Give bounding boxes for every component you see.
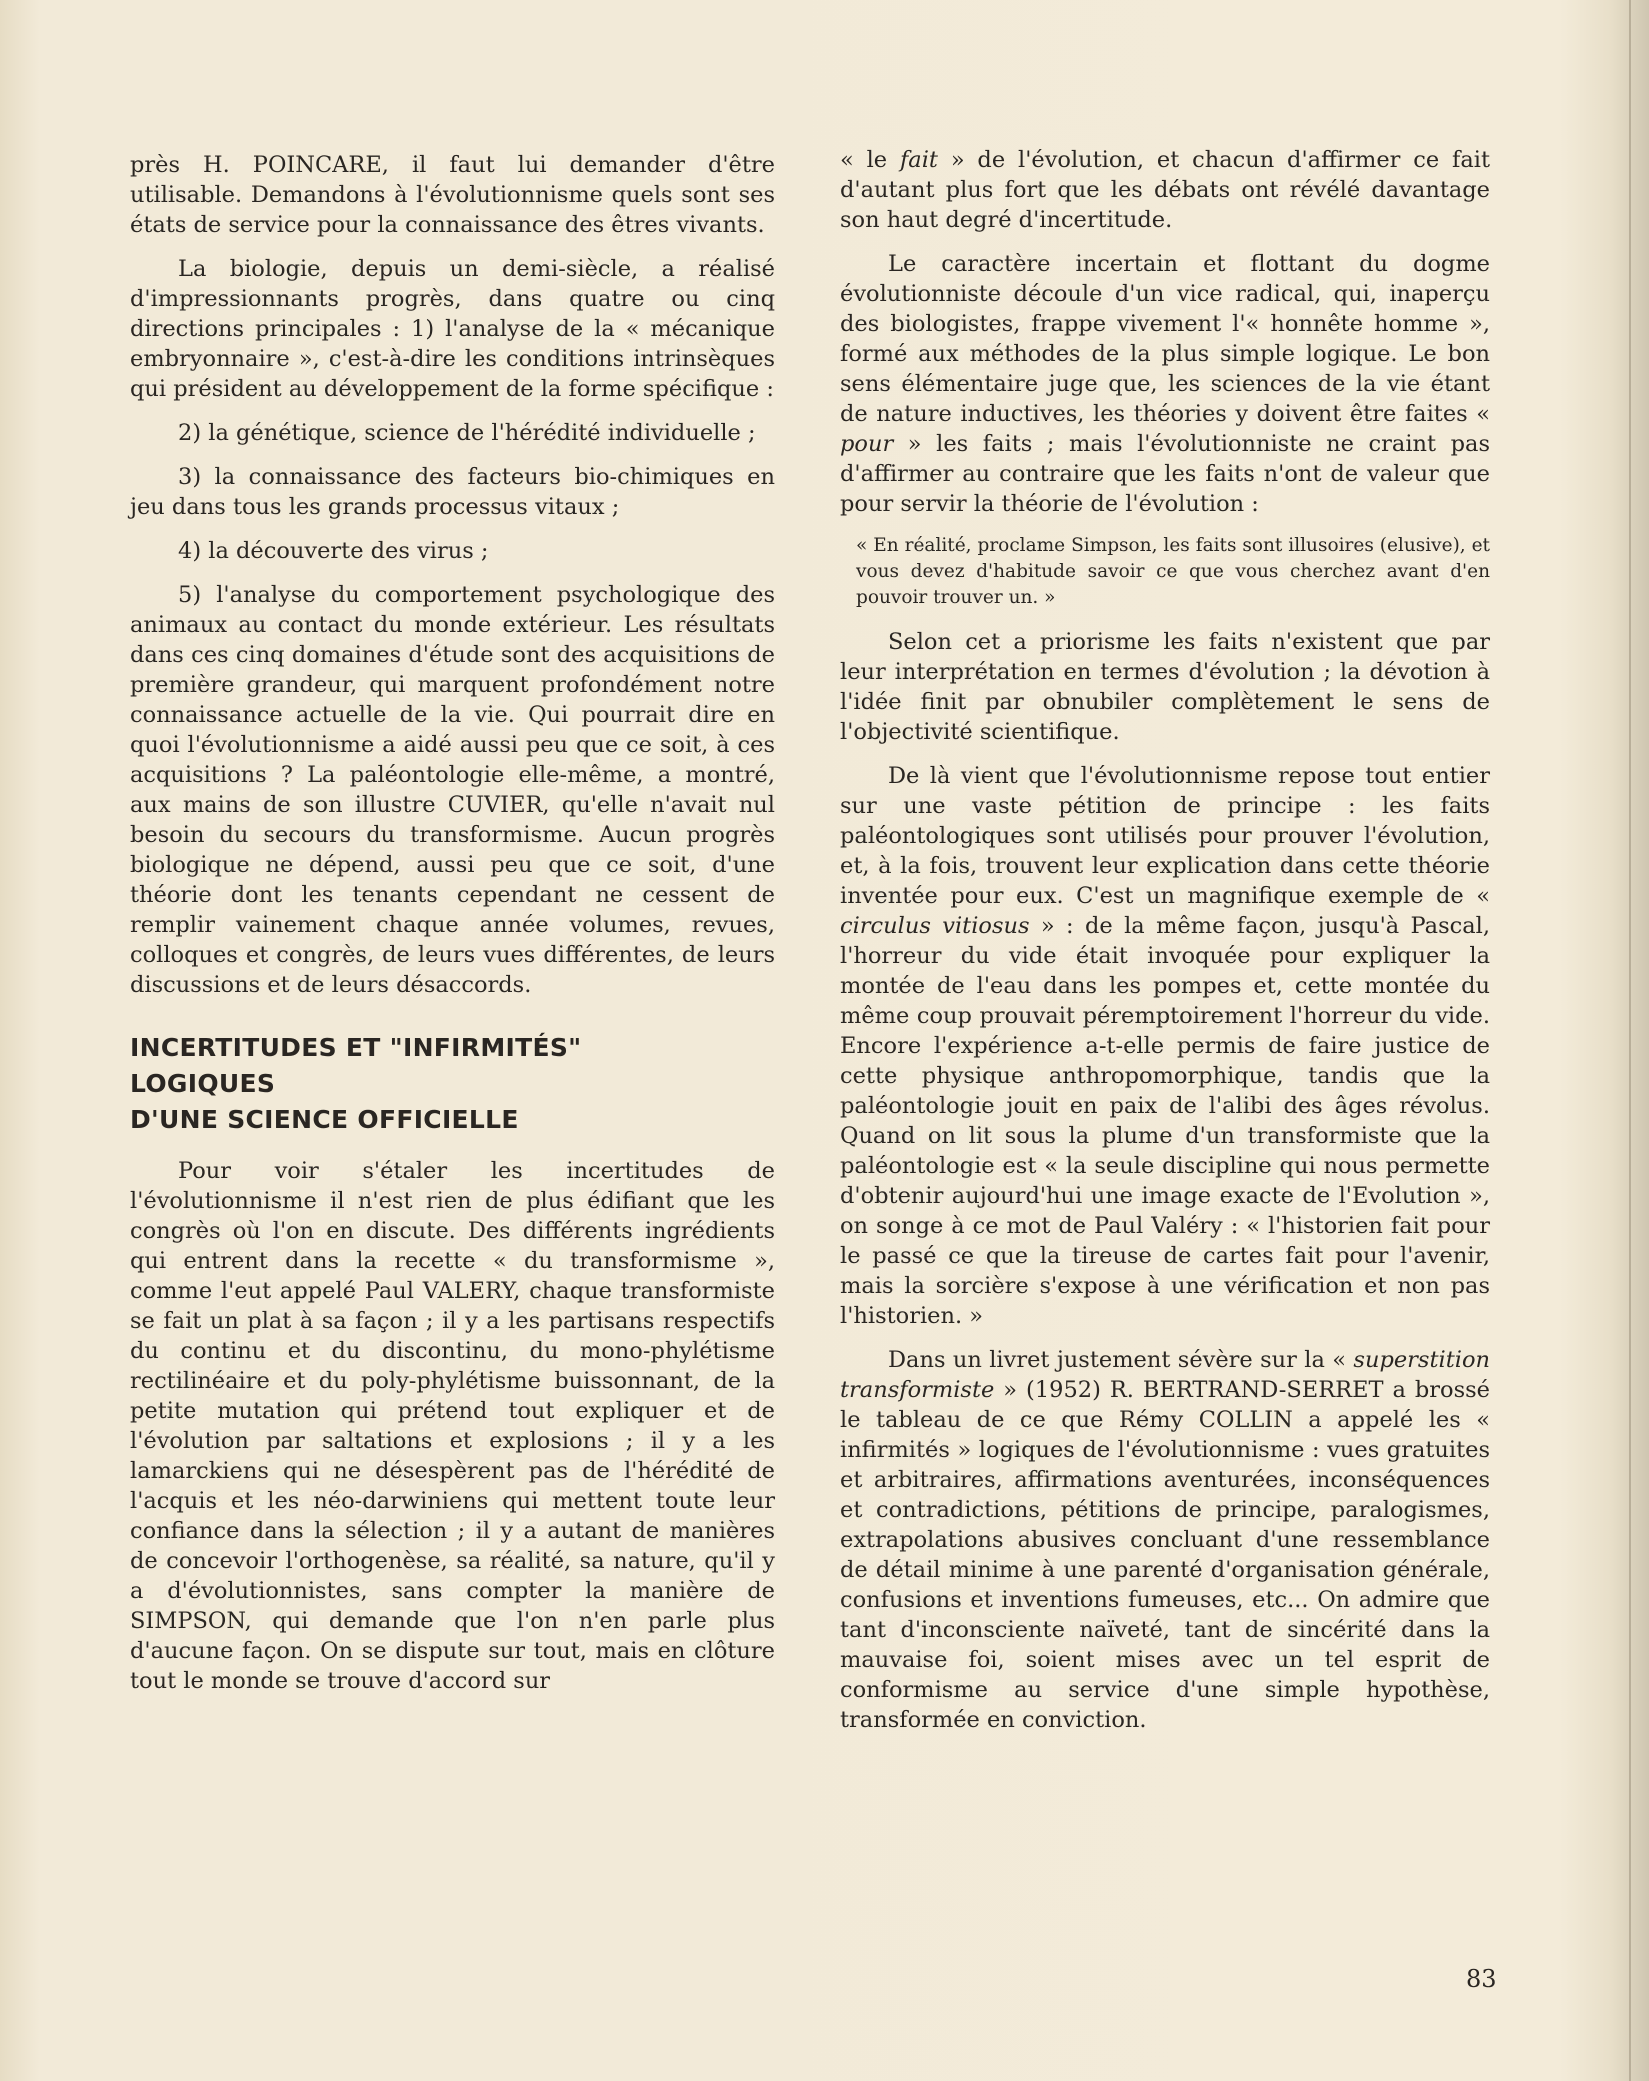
heading-line: LOGIQUES <box>130 1069 276 1098</box>
heading-line: D'UNE SCIENCE OFFICIELLE <box>130 1105 519 1134</box>
list-item: 3) la connaissance des facteurs bio-chimiques en jeu dans tous les grands processus vitaux ; <box>130 464 775 520</box>
list-item: 4) la découverte des virus ; <box>178 538 489 564</box>
binding-edge <box>1629 0 1631 2081</box>
right-column <box>840 145 1490 1749</box>
list-item: 5) l'analyse du comportement psychologique des animaux au contact du monde extérieur. Les résultats dans ces cinq domaines d'étude sont des acquisitions de première grandeur, qui marquent profondément notre connaissance actuelle de la vie. Qui pourrait dire en quoi l'évolutionnisme a aidé aussi peu que ce soit, à ces acquisitions ? La paléontologie elle-même, a montré, aux mains de son illustre CUVIER, qu'elle n'avait nul besoin du secours du transformisme. Aucun progrès biologique ne dépend, aussi peu que ce soit, d'une théorie dont les tenants cependant ne cessent de remplir vainement chaque année volumes, revues, colloques et congrès, de leurs vues différentes, de leurs discussions et de leurs désaccords. <box>130 582 775 998</box>
paragraph: Le caractère incertain et flottant du dogme évolutionniste découle d'un vice radical, qui, inaperçu des biologistes, frappe vivement l'« honnête homme », formé aux méthodes de la plus simple logique. Le bon sens élémentaire juge que, les sciences de la vie étant de nature inductives, les théories y doivent être faites « pour » les faits ; mais l'évolutionniste ne craint pas d'affirmer au contraire que les faits n'ont de valeur que pour servir la théorie de l'évolution : <box>840 251 1490 517</box>
paragraph: De là vient que l'évolutionnisme repose tout entier sur une vaste pétition de principe : les faits paléontologiques sont utilisés pour prouver l'évolution, et, à la fois, trouvent leur explication dans cette théorie inventée pour eux. C'est un magnifique exemple de « circulus vitiosus » : de la même façon, jusqu'à Pascal, l'horreur du vide était invoquée pour expliquer la montée de l'eau dans les pompes et, cette montée du même coup prouvait péremptoirement l'horreur du vide. Encore l'expérience a-t-elle permis de faire justice de cette physique anthropomorphique, tandis que la paléontologie jouit en paix de l'alibi des âges révolus. Quand on lit sous la plume d'un transformiste que la paléontologie est « la seule discipline qui nous permette d'obtenir aujourd'hui une image exacte de l'Evolution », on songe à ce mot de Paul Valéry : « l'historien fait pour le passé ce que la tireuse de cartes fait pour l'avenir, mais la sorcière s'expose à une vérification et non pas l'historien. » <box>840 763 1490 1329</box>
block-quote: « En réalité, proclame Simpson, les faits sont illusoires (elusive), et vous devez d'habitude savoir ce que vous cherchez avant d'en pouvoir trouver un. » <box>856 535 1490 608</box>
paragraph: Dans un livret justement sévère sur la « superstition transformiste » (1952) R. BERTRAND-SERRET a brossé le tableau de ce que Rémy COLLIN a appelé les « infirmités » logiques de l'évolutionnisme : vues gratuites et arbitraires, affirmations aventurées, inconséquences et contradictions, pétitions de principe, paralogismes, extrapolations abusives concluant d'une ressemblance de détail minime à une parenté d'organisation générale, confusions et inventions fumeuses, etc... On admire que tant d'inconsciente naïveté, tant de sincérité dans la mauvaise foi, soient mises avec un tel esprit de conformisme au service d'une simple hypothèse, transformée en conviction. <box>840 1347 1490 1733</box>
page-number: 83 <box>1466 1965 1497 1993</box>
paragraph: près H. POINCARE, il faut lui demander d'être utilisable. Demandons à l'évolutionnisme quels sont ses états de service pour la connaissance des êtres vivants. <box>130 152 775 238</box>
section-heading <box>130 1030 775 1138</box>
paragraph: La biologie, depuis un demi-siècle, a réalisé d'impressionnants progrès, dans quatre ou cinq directions principales : 1) l'analyse de la « mécanique embryonnaire », c'est-à-dire les conditions intrinsèques qui président au développement de la forme spécifique : <box>130 256 775 402</box>
paragraph: Selon cet a priorisme les faits n'existent que par leur interprétation en termes d'évolution ; la dévotion à l'idée finit par obnubiler complètement le sens de l'objectivité scientifique. <box>840 629 1490 745</box>
paragraph: « le fait » de l'évolution, et chacun d'affirmer ce fait d'autant plus fort que les débats ont révélé davantage son haut degré d'incertitude. <box>840 147 1490 233</box>
list-item: 2) la génétique, science de l'hérédité individuelle ; <box>178 420 756 446</box>
paragraph: Pour voir s'étaler les incertitudes de l'évolutionnisme il n'est rien de plus édifiant que les congrès où l'on en discute. Des différents ingrédients qui entrent dans la recette « du transformisme », comme l'eut appelé Paul VALERY, chaque transformiste se fait un plat à sa façon ; il y a les partisans respectifs du continu et du discontinu, du mono-phylétisme rectilinéaire et du poly-phylétisme buissonnant, de la petite mutation qui prétend tout expliquer et de l'évolution par saltations et explosions ; il y a les lamarckiens qui ne désespèrent pas de l'hérédité de l'acquis et les néo-darwiniens qui mettent toute leur confiance dans la sélection ; il y a autant de manières de concevoir l'orthogenèse, sa réalité, sa nature, qu'il y a d'évolutionnistes, sans compter la manière de SIMPSON, qui demande que l'on n'en parle plus d'aucune façon. On se dispute sur tout, mais en clôture tout le monde se trouve d'accord sur <box>130 1158 775 1694</box>
heading-line: INCERTITUDES ET "INFIRMITÉS" <box>130 1033 582 1062</box>
left-column <box>130 150 775 1710</box>
